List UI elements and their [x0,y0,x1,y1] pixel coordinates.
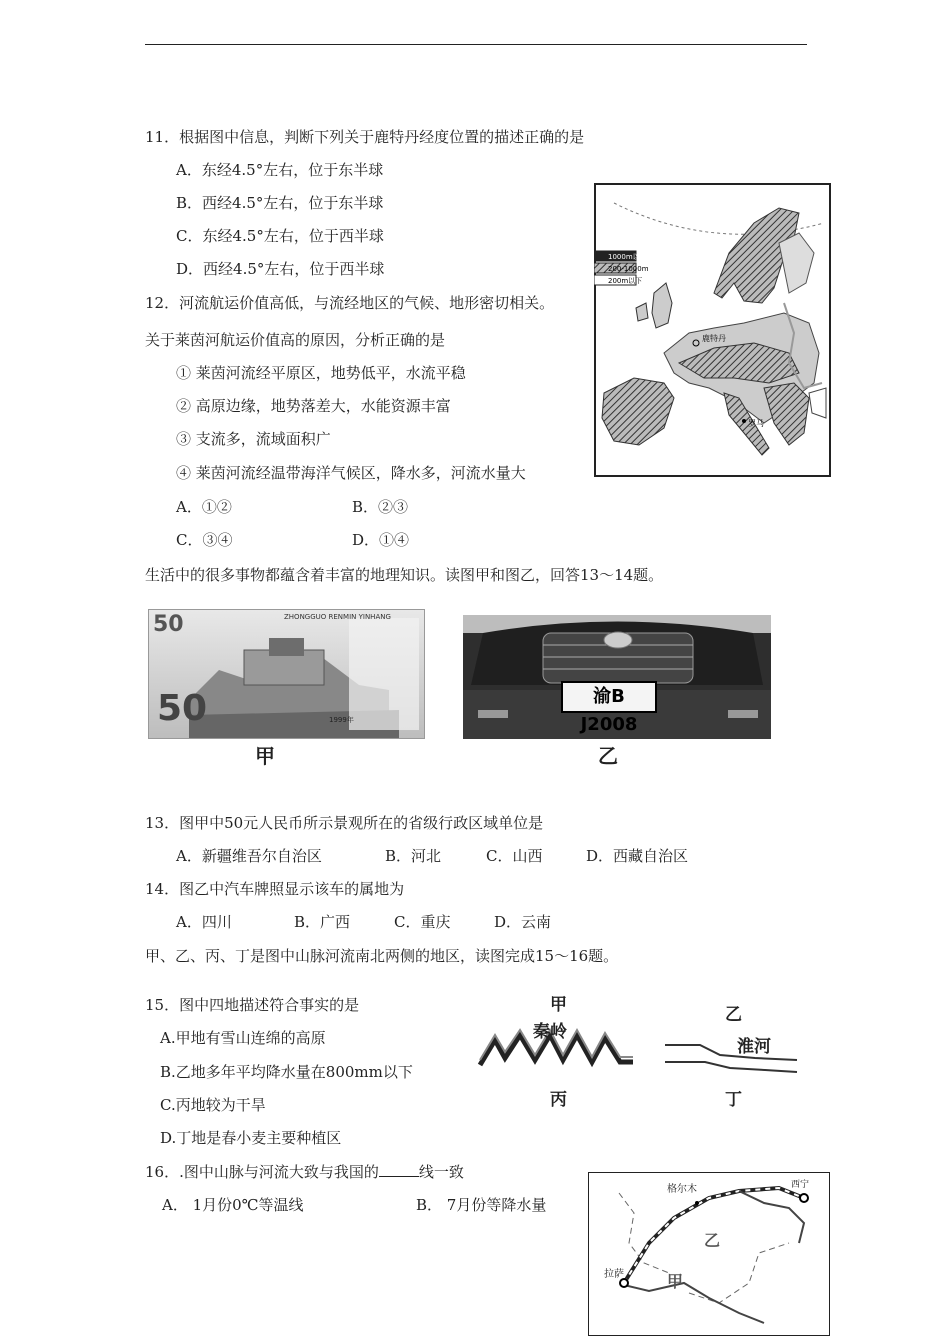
q11-option-a[interactable]: A．东经4.5°左右，位于东半球 [176,161,384,179]
qinling-huaihe-figure [475,990,805,1110]
fig15-qinling: 秦岭 [533,1022,567,1042]
q15-option-c[interactable]: C.丙地较为干旱 [160,1096,266,1114]
figure-jia-caption: 甲 [255,744,275,768]
q13-option-b[interactable]: B．河北 [385,847,442,865]
q16-answer-blank[interactable] [379,1162,419,1177]
q12-statement-4: ④ 莱茵河流经温带海洋气候区，降水多，河流水量大 [176,464,526,482]
figure-yi-caption: 乙 [598,744,618,768]
fig15-huaihe: 淮河 [737,1037,771,1057]
q11-option-d[interactable]: D．西经4.5°左右，位于西半球 [176,260,385,278]
label-rotterdam: 鹿特丹 [702,334,726,343]
q16-stem-post: 线一致 [418,1163,464,1181]
label-jia: 甲 [667,1272,684,1291]
fig15-jia: 甲 [550,995,567,1015]
q14-stem: 14．图乙中汽车牌照显示该车的属地为 [145,880,405,898]
europe-map [594,183,831,477]
q13-option-a[interactable]: A．新疆维吾尔自治区 [176,847,322,865]
q12-statement-1: ① 莱茵河流经平原区，地势低平，水流平稳 [176,364,466,382]
q12-option-a[interactable]: A．①② [176,498,232,516]
q12-statement-2: ② 高原边缘，地势落差大，水能资源丰富 [176,397,451,415]
car-figure [463,615,771,739]
fig15-ding: 丁 [725,1090,742,1110]
q13-stem: 13．图甲中50元人民币所示景观所在的省级行政区域单位是 [145,814,544,832]
q16-option-a[interactable]: A． 1月份0℃等温线 [162,1196,304,1214]
license-plate: 渝B J2008 [561,681,657,713]
q12-stem-line2: 关于莱茵河航运价值高的原因，分析正确的是 [145,331,446,349]
q11-stem: 11．根据图中信息，判断下列关于鹿特丹经度位置的描述正确的是 [145,128,585,146]
q11-option-c[interactable]: C．东经4.5°左右，位于西半球 [176,227,384,245]
label-rome: 罗马 [748,419,764,428]
banknote-figure [148,609,425,739]
q12-option-d[interactable]: D．①④ [352,531,410,549]
label-xining: 西宁 [791,1180,810,1190]
intro-15-16: 甲、乙、丙、丁是图中山脉河流南北两侧的地区，读图完成15～16题。 [145,947,619,965]
q11-option-b[interactable]: B．西经4.5°左右，位于东半球 [176,194,384,212]
q12-option-c[interactable]: C．③④ [176,531,233,549]
q14-option-d[interactable]: D．云南 [494,913,552,931]
q15-option-a[interactable]: A.甲地有雪山连绵的高原 [160,1029,326,1047]
label-lasa: 拉萨 [604,1269,624,1280]
q16-stem [145,1162,464,1182]
q14-option-b[interactable]: B．广西 [294,913,351,931]
q16-option-b[interactable]: B． 7月份等降水量 [416,1196,547,1214]
banknote-year: 1999年 [329,716,354,724]
header-rule [145,44,807,45]
label-geermu: 格尔木 [667,1184,697,1195]
q12-statement-3: ③ 支流多，流域面积广 [176,430,331,448]
q14-option-a[interactable]: A．四川 [176,913,232,931]
banknote-denomination-bottom: 50 [157,688,208,729]
q12-stem-line1: 12．河流航运价值高低，与流经地区的气候、地形密切相关。 [145,294,555,312]
fig15-yi: 乙 [725,1005,742,1025]
q13-option-d[interactable]: D．西藏自治区 [586,847,689,865]
legend-label-2: 200-1000m [608,265,649,273]
label-yi: 乙 [704,1231,721,1250]
q13-option-c[interactable]: C．山西 [486,847,543,865]
legend-label-1: 1000m以上 [608,253,647,261]
intro-13-14: 生活中的很多事物都蕴含着丰富的地理知识。读图甲和图乙，回答13～14题。 [145,566,664,584]
q14-option-c[interactable]: C．重庆 [394,913,451,931]
fig15-bing: 丙 [550,1090,567,1110]
banknote-denomination-top: 50 [153,612,184,637]
q15-stem: 15．图中四地描述符合事实的是 [145,996,360,1014]
q16-stem-pre: 16．.图中山脉与河流大致与我国的 [145,1163,379,1181]
q12-option-b[interactable]: B．②③ [352,498,409,516]
q15-option-d[interactable]: D.丁地是春小麦主要种植区 [160,1129,342,1147]
banknote-bank-name: ZHONGGUO RENMIN YINHANG [284,613,391,621]
qinghai-tibet-map [588,1172,830,1336]
q15-option-b[interactable]: B.乙地多年平均降水量在800mm以下 [160,1063,413,1081]
legend-label-3: 200m以下 [608,277,643,285]
